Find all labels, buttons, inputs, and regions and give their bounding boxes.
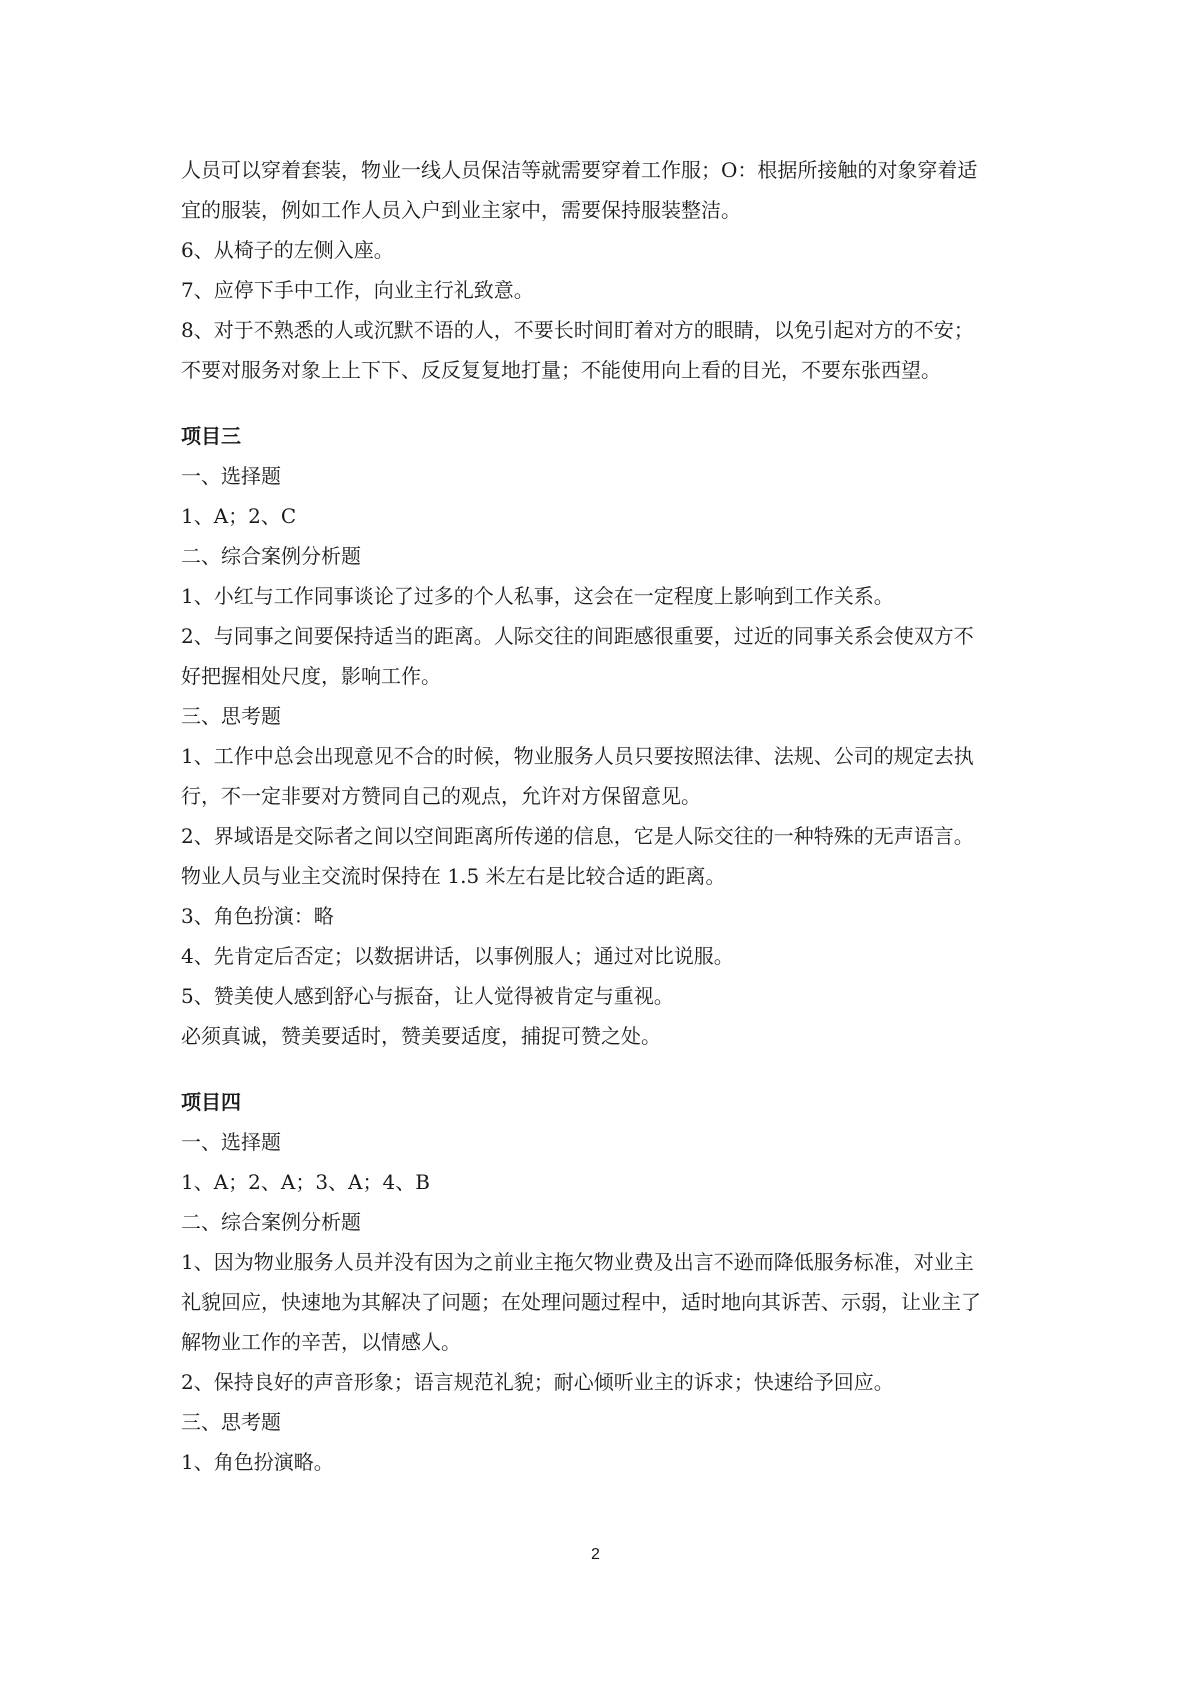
text-line: 1、工作中总会出现意见不合的时候，物业服务人员只要按照法律、法规、公司的规定去执 — [181, 744, 974, 768]
text-line: 人员可以穿着套装，物业一线人员保洁等就需要穿着工作服；O：根据所接触的对象穿着适 — [181, 158, 978, 182]
text-line: 一、选择题 — [181, 464, 281, 488]
text-line: 好把握相处尺度，影响工作。 — [181, 664, 441, 688]
intro-block — [181, 150, 1021, 390]
text-line: 3、角色扮演：略 — [181, 904, 334, 928]
text-line: 行，不一定非要对方赞同自己的观点，允许对方保留意见。 — [181, 784, 701, 808]
text-line: 2、与同事之间要保持适当的距离。人际交往的间距感很重要，过近的同事关系会使双方不 — [181, 624, 974, 648]
text-line: 2、界域语是交际者之间以空间距离所传递的信息，它是人际交往的一种特殊的无声语言。 — [181, 824, 974, 848]
text-line: 三、思考题 — [181, 1410, 281, 1434]
text-line: 6、从椅子的左侧入座。 — [181, 238, 394, 262]
text-line: 宜的服装，例如工作人员入户到业主家中，需要保持服装整洁。 — [181, 198, 741, 222]
text-line: 必须真诚，赞美要适时，赞美要适度，捕捉可赞之处。 — [181, 1024, 661, 1048]
text-line: 1、角色扮演略。 — [181, 1450, 334, 1474]
text-line: 5、赞美使人感到舒心与振奋，让人觉得被肯定与重视。 — [181, 984, 674, 1008]
text-line: 一、选择题 — [181, 1130, 281, 1154]
document-body — [181, 150, 1021, 1482]
text-line: 4、先肯定后否定；以数据讲话，以事例服人；通过对比说服。 — [181, 944, 734, 968]
section-heading: 项目三 — [181, 424, 241, 448]
text-line: 礼貌回应，快速地为其解决了问题；在处理问题过程中，适时地向其诉苦、示弱，让业主了 — [181, 1290, 981, 1314]
section-heading: 项目四 — [181, 1090, 241, 1114]
text-line: 二、综合案例分析题 — [181, 1210, 361, 1234]
text-line: 三、思考题 — [181, 704, 281, 728]
page-number: 2 — [591, 1546, 600, 1563]
text-line: 1、A；2、C — [181, 504, 297, 528]
text-line: 2、保持良好的声音形象；语言规范礼貌；耐心倾听业主的诉求；快速给予回应。 — [181, 1370, 894, 1394]
text-line: 不要对服务对象上上下下、反反复复地打量；不能使用向上看的目光，不要东张西望。 — [181, 358, 941, 382]
section-4 — [181, 1082, 1021, 1482]
text-line: 二、综合案例分析题 — [181, 544, 361, 568]
text-line: 7、应停下手中工作，向业主行礼致意。 — [181, 278, 534, 302]
text-line: 1、A；2、A；3、A；4、B — [181, 1170, 430, 1194]
text-line: 物业人员与业主交流时保持在 1.5 米左右是比较合适的距离。 — [181, 864, 726, 888]
text-line: 1、因为物业服务人员并没有因为之前业主拖欠物业费及出言不逊而降低服务标准，对业主 — [181, 1250, 974, 1274]
text-line: 1、小红与工作同事谈论了过多的个人私事，这会在一定程度上影响到工作关系。 — [181, 584, 894, 608]
text-line: 解物业工作的辛苦，以情感人。 — [181, 1330, 461, 1354]
section-3 — [181, 416, 1021, 1056]
text-line: 8、对于不熟悉的人或沉默不语的人，不要长时间盯着对方的眼睛，以免引起对方的不安； — [181, 318, 974, 342]
